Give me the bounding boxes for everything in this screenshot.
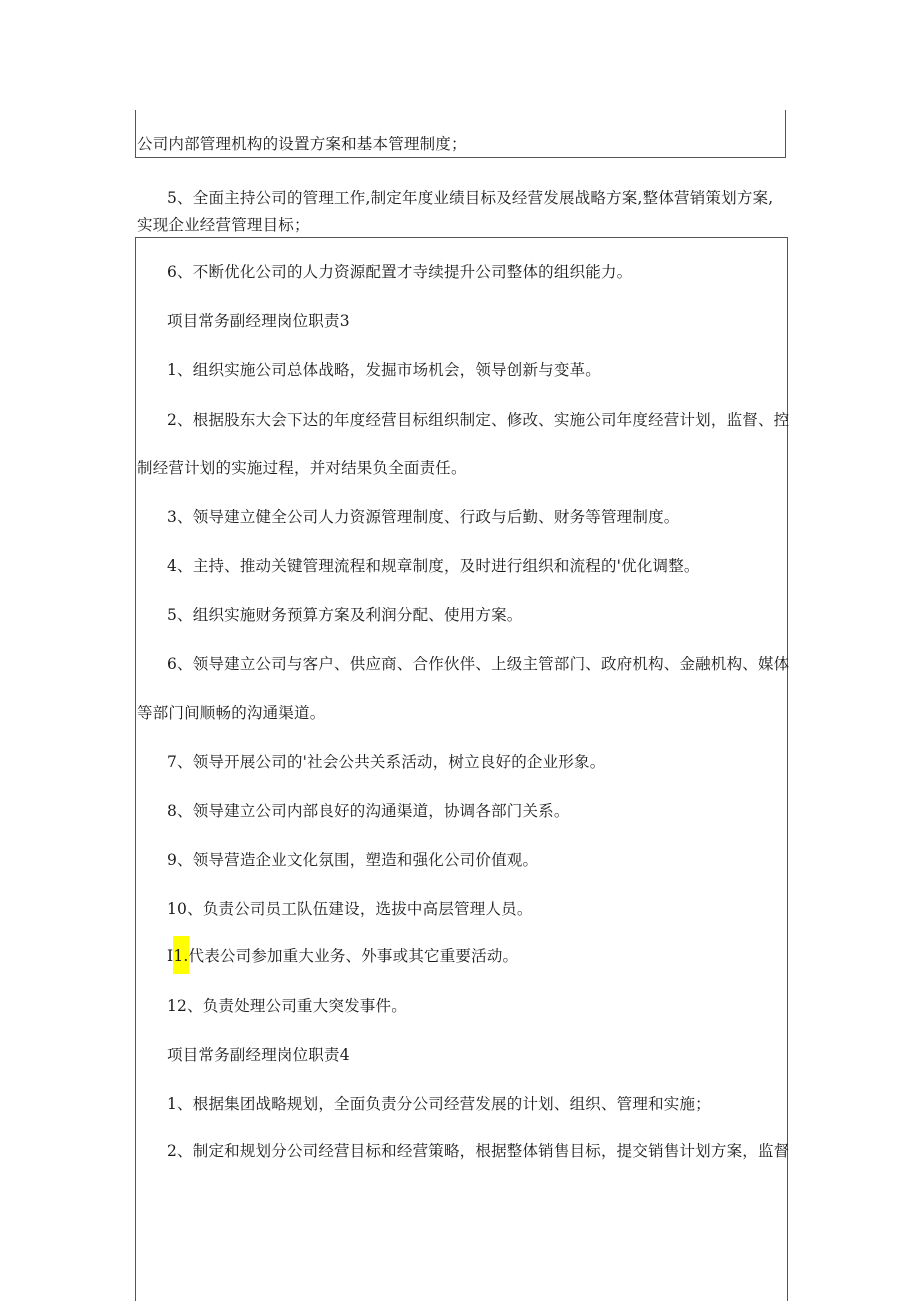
text-line-17: 10、负责公司员工队伍建设，选拔中高层管理人员。 bbox=[167, 900, 533, 918]
text-line-13: 等部门间顺畅的沟通渠道。 bbox=[137, 704, 326, 722]
text-line-2: 5、全面主持公司的管理工作,制定年度业绩目标及经营发展战略方案,整体营销策划方案, bbox=[167, 189, 774, 207]
text-line-10: 4、主持、推动关键管理流程和规章制度，及时进行组织和流程的'优化调整。 bbox=[167, 557, 700, 575]
text-line-12: 6、领导建立公司与客户、供应商、合作伙伴、上级主管部门、政府机构、金融机构、媒体 bbox=[167, 655, 790, 673]
text-line-9: 3、领导建立健全公司人力资源管理制度、行政与后勤、财务等管理制度。 bbox=[167, 508, 680, 526]
text-line-16: 9、领导营造企业文化氛围，塑造和强化公司价值观。 bbox=[167, 851, 539, 869]
section-heading-4: 项目常务副经理岗位职责4 bbox=[167, 1046, 350, 1064]
text-line-7: 2、根据股东大会下达的年度经营目标组织制定、修改、实施公司年度经营计划，监督、控 bbox=[167, 411, 790, 429]
text-line-14: 7、领导开展公司的'社会公共关系活动，树立良好的企业形象。 bbox=[167, 753, 606, 771]
text-line-3: 实现企业经营管理目标； bbox=[137, 216, 310, 234]
text-line-22: 2、制定和规划分公司经营目标和经营策略，根据整体销售目标，提交销售计划方案，监督 bbox=[167, 1142, 790, 1160]
text-line-21: 1、根据集团战略规划，全面负责分公司经营发展的计划、组织、管理和实施； bbox=[167, 1095, 711, 1113]
item11-text: 代表公司参加重大业务、外事或其它重要活动。 bbox=[188, 947, 519, 965]
highlight-mark: 1. bbox=[173, 936, 188, 974]
text-line-6: 1、组织实施公司总体战略，发掘市场机会，领导创新与变革。 bbox=[167, 361, 601, 379]
text-line-8: 制经营计划的实施过程，并对结果负全面责任。 bbox=[137, 459, 467, 477]
text-line-15: 8、领导建立公司内部良好的沟通渠道，协调各部门关系。 bbox=[167, 802, 570, 820]
text-line-4: 6、不断优化公司的人力资源配置才寺续提升公司整体的组织能力。 bbox=[167, 263, 633, 281]
text-line-19: 12、负责处理公司重大突发事件。 bbox=[167, 997, 407, 1015]
text-line-11: 5、组织实施财务预算方案及利润分配、使用方案。 bbox=[167, 606, 523, 624]
section-heading-3: 项目常务副经理岗位职责3 bbox=[167, 312, 350, 330]
text-line-1: 公司内部管理机构的设置方案和基本管理制度； bbox=[137, 135, 467, 153]
item11-prefix: I bbox=[167, 947, 174, 965]
text-line-18 bbox=[167, 946, 518, 966]
